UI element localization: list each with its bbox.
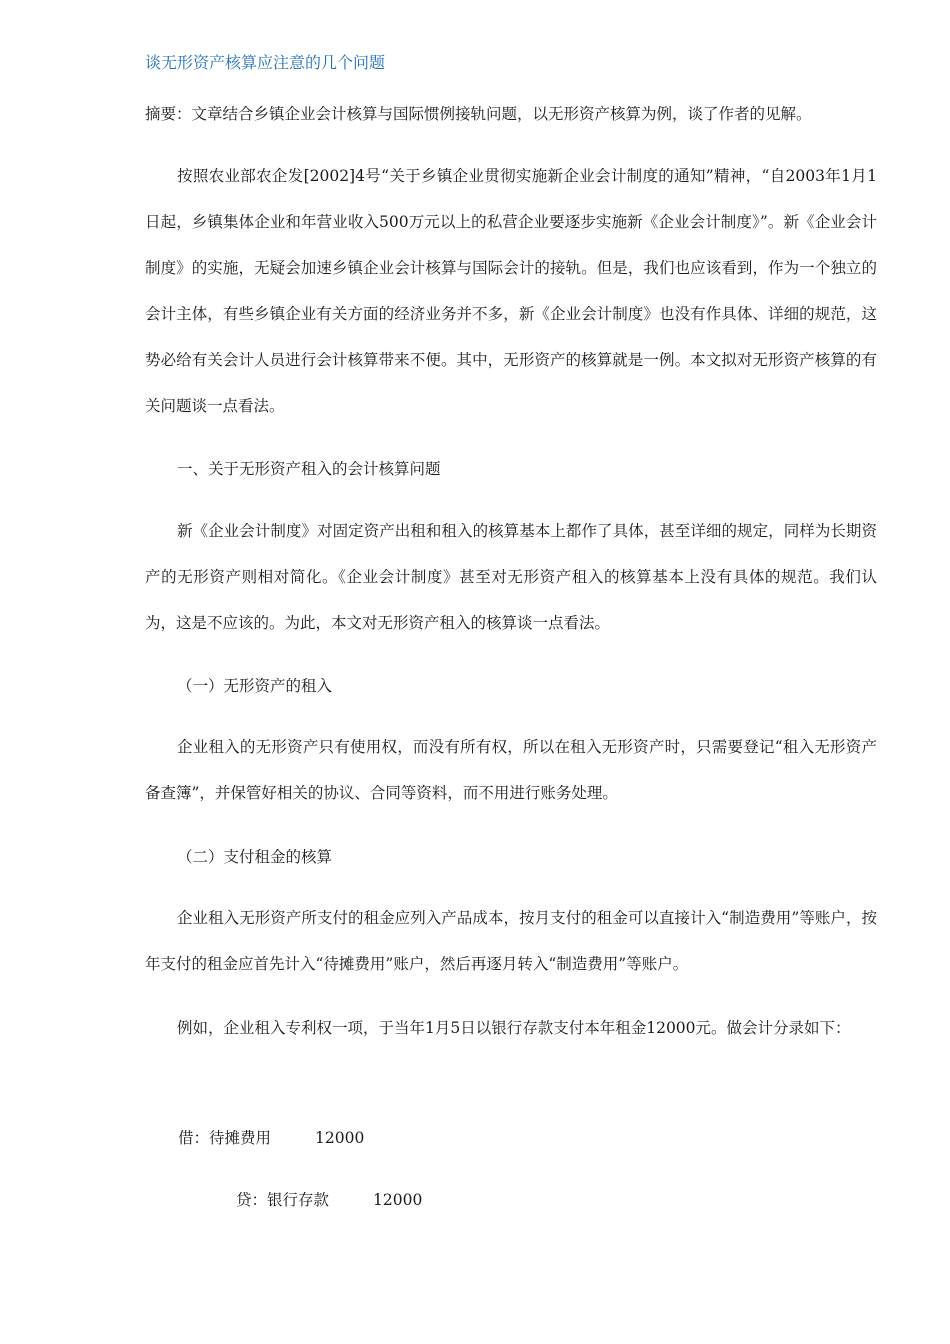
subsection2-paragraph: 企业租入无形资产所支付的租金应列入产品成本，按月支付的租金可以直接计入“制造费用”等账户，按年支付的租金应首先计入“待摊费用”账户，然后再逐月转入“制造费用”等账户。 <box>145 909 877 973</box>
debit-label: 借：待摊费用 <box>178 1129 272 1147</box>
intro-paragraph: 按照农业部农企发[2002]4号“关于乡镇企业贯彻实施新企业会计制度的通知”精神，“自2003年1月1日起，乡镇集体企业和年营业收入500万元以上的私营企业要逐步实施新《企业会计制度》”。新《企业会计制度》的实施，无疑会加速乡镇企业会计核算与国际会计的接轨。但是，我们也应该看到，作为一个独立的会计主体，有些乡镇企业有关方面的经济业务并不多，新《企业会计制度》也没有作具体、详细的规范，这势必给有关会计人员进行会计核算带来不便。其中，无形资产的核算就是一例。本文拟对无形资产核算的有关问题谈一点看法。 <box>145 167 877 415</box>
credit-amount: 12000 <box>373 1191 423 1209</box>
debit-entry <box>178 1126 364 1148</box>
article-title-link[interactable]: 谈无形资产核算应注意的几个问题 <box>145 53 386 72</box>
subsection-heading-1: （一）无形资产的租入 <box>177 677 333 695</box>
subsection1-paragraph: 企业租入的无形资产只有使用权，而没有所有权，所以在租入无形资产时，只需要登记“租入无形资产备查簿”，并保管好相关的协议、合同等资料，而不用进行账务处理。 <box>145 738 877 802</box>
example-paragraph: 例如，企业租入专利权一项，于当年1月5日以银行存款支付本年租金12000元。做会计分录如下： <box>177 1019 851 1037</box>
section1-paragraph: 新《企业会计制度》对固定资产出租和租入的核算基本上都作了具体，甚至详细的规定，同样为长期资产的无形资产则相对简化。《企业会计制度》甚至对无形资产租入的核算基本上没有具体的规范。我们认为，这是不应该的。为此，本文对无形资产租入的核算谈一点看法。 <box>145 522 877 632</box>
credit-label: 贷：银行存款 <box>236 1191 330 1209</box>
subsection-heading-2: （二）支付租金的核算 <box>177 848 333 866</box>
abstract-paragraph: 摘要：文章结合乡镇企业会计核算与国际惯例接轨问题，以无形资产核算为例，谈了作者的见解。 <box>145 105 812 123</box>
debit-amount: 12000 <box>315 1129 365 1147</box>
section-heading-1: 一、关于无形资产租入的会计核算问题 <box>177 460 441 478</box>
credit-entry <box>236 1188 422 1210</box>
